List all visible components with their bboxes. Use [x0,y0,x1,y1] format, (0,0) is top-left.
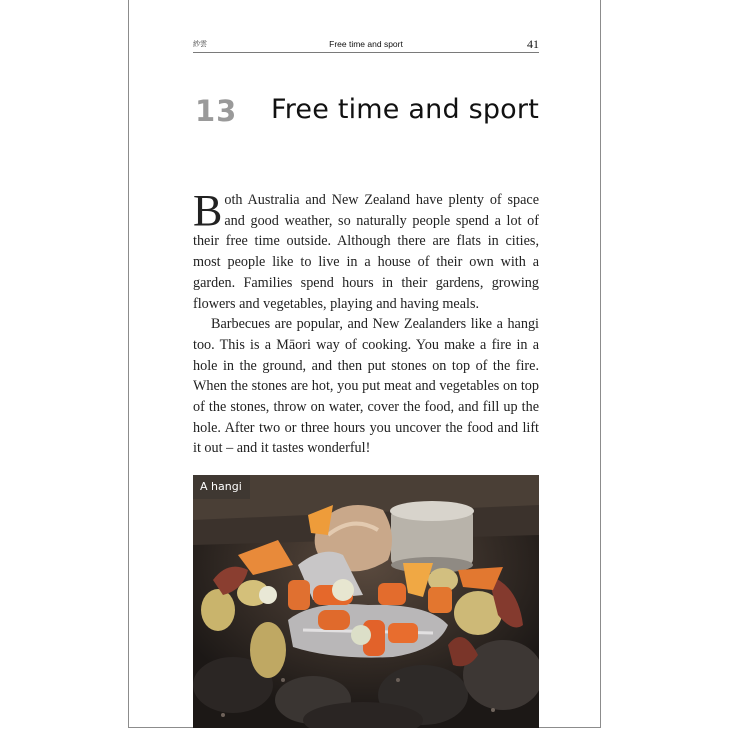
header-mark: 紗雲 [193,40,207,48]
chapter-title: Free time and sport [270,94,539,125]
header-section-title: Free time and sport [329,39,403,49]
paragraph-1 [193,186,539,314]
chapter-number: 13 [195,94,238,128]
running-header [193,38,539,53]
photo-caption: A hangi [193,475,250,499]
paragraph-2: Barbecues are popular, and New Zealanders like a hangi too. This is a Māori way of cooking. You make a fire in a hole in the ground, and then put stones on top of the fire. When the stones are hot, you put meat and vegetables on top of the stones, throw on water, cover the food, and fill up the hole. After two or three hours you uncover the food and lift it out – and it tastes wonderful! [193,316,539,457]
paragraph-1-text: oth Australia and New Zealand have plenty of space and good weather, so naturally people spend a lot of their free time outside. Although there are flats in cities, most people like to live in a house of their own with a garden. Families spend hours in their gardens, growing flowers and vegetables, playing and having meals. [193,192,539,312]
hangi-photo [193,475,539,728]
chapter-heading [193,92,539,132]
body-text [193,186,539,459]
hangi-illustration [193,475,539,728]
book-page [128,0,601,728]
page-number: 41 [527,37,539,51]
drop-cap: B [193,186,223,235]
